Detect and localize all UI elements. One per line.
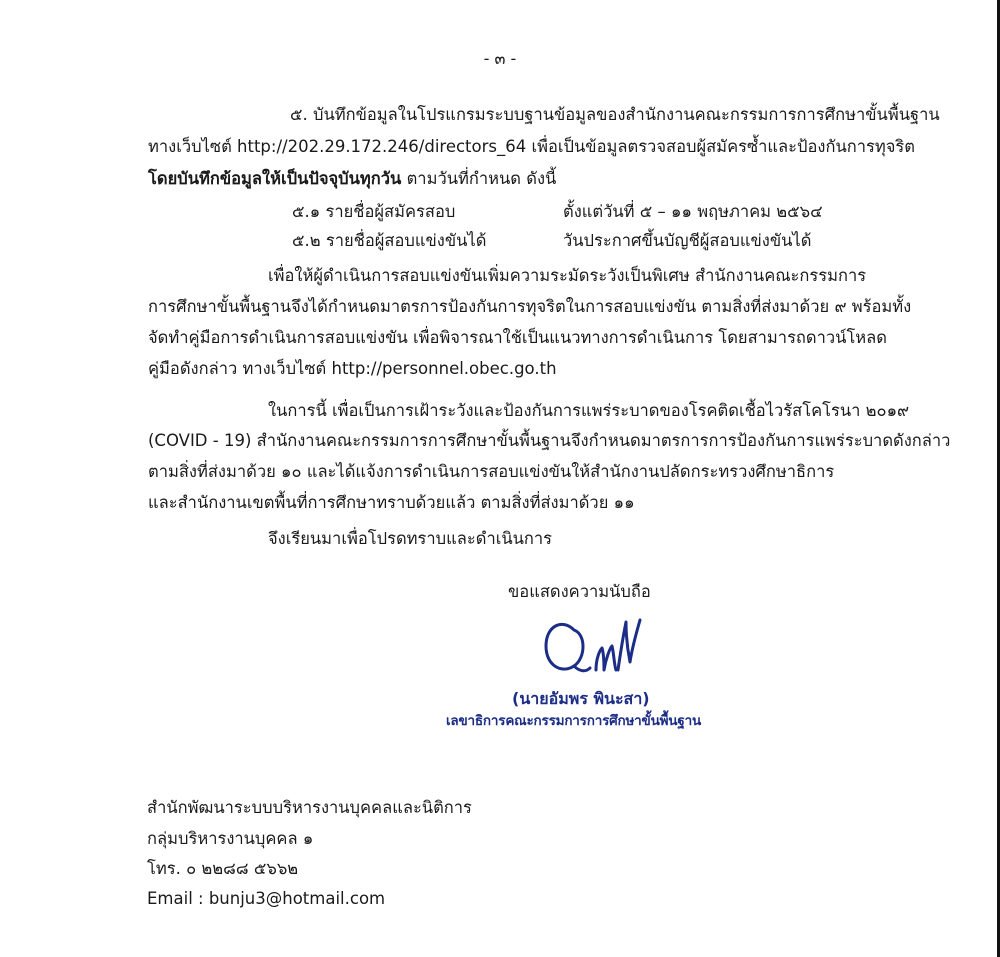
manual-line4: คู่มือดังกล่าว ทางเว็บไซต์ http://personnel.obec.go.th <box>148 359 557 378</box>
item5-sub1-date: ตั้งแต่วันที่ ๕ – ๑๑ พฤษภาคม ๒๕๖๔ <box>563 202 823 221</box>
item5-line2: ทางเว็บไซต์ http://202.29.172.246/directors_64 เพื่อเป็นข้อมูลตรวจสอบผู้สมัครซ้ำและป้องกันการทุจริต <box>148 137 915 156</box>
item5-line3-rest: ตามวันที่กำหนด ดังนี้ <box>406 169 557 188</box>
covid-line4: และสำนักงานเขตพื้นที่การศึกษาทราบด้วยแล้ว ตามสิ่งที่ส่งมาด้วย ๑๑ <box>148 493 635 512</box>
item5-line1: ๕. บันทึกข้อมูลในโปรแกรมระบบฐานข้อมูลของสำนักงานคณะกรรมการการศึกษาขั้นพื้นฐาน <box>290 105 940 124</box>
footer-phone: โทร. ๐ ๒๒๘๘ ๕๖๖๒ <box>147 859 299 878</box>
item5-line3 <box>148 168 556 190</box>
item5-sub2-date: วันประกาศขึ้นบัญชีผู้สอบแข่งขันได้ <box>563 231 812 250</box>
item5-sub1-label: ๕.๑ รายชื่อผู้สมัครสอบ <box>292 202 456 221</box>
manual-line3: จัดทำคู่มือการดำเนินการสอบแข่งขัน เพื่อพิจารณาใช้เป็นแนวทางการดำเนินการ โดยสามารถดาวน์โหลด <box>148 328 888 347</box>
item5-line3-bold: โดยบันทึกข้อมูลให้เป็นปัจจุบันทุกวัน <box>148 169 402 188</box>
footer-group: กลุ่มบริหารงานบุคคล ๑ <box>147 829 314 848</box>
footer-office: สำนักพัฒนาระบบบริหารงานบุคคลและนิติการ <box>147 798 472 817</box>
signatory-title: เลขาธิการคณะกรรมการการศึกษาขั้นพื้นฐาน <box>446 713 701 729</box>
regards-text: ขอแสดงความนับถือ <box>508 582 651 601</box>
footer-email: Email : bunju3@hotmail.com <box>147 889 386 908</box>
manual-line1: เพื่อให้ผู้ดำเนินการสอบแข่งขันเพิ่มความระมัดระวังเป็นพิเศษ สำนักงานคณะกรรมการ <box>268 266 867 285</box>
page-number: - ๓ - <box>483 49 517 68</box>
covid-line1: ในการนี้ เพื่อเป็นการเฝ้าระวังและป้องกันการแพร่ระบาดของโรคติดเชื้อไวรัสโคโรนา ๒๐๑๙ <box>268 401 910 420</box>
signatory-name: (นายอัมพร พินะสา) <box>512 689 650 708</box>
manual-line2: การศึกษาขั้นพื้นฐานจึงได้กำหนดมาตรการป้องกันการทุจริตในการสอบแข่งขัน ตามสิ่งที่ส่งมาด้วย ๙ พร้อมทั้ง <box>148 297 912 316</box>
covid-line3: ตามสิ่งที่ส่งมาด้วย ๑๐ และได้แจ้งการดำเนินการสอบแข่งขันให้สำนักงานปลัดกระทรวงศึกษาธิการ <box>148 462 835 481</box>
handwritten-signature <box>540 612 660 684</box>
closing-text: จึงเรียนมาเพื่อโปรดทราบและดำเนินการ <box>268 529 553 548</box>
covid-line2: (COVID - 19) สำนักงานคณะกรรมการการศึกษาขั้นพื้นฐานจึงกำหนดมาตรการการป้องกันการแพร่ระบาดดังกล่าว <box>148 431 951 450</box>
item5-sub2-label: ๕.๒ รายชื่อผู้สอบแข่งขันได้ <box>292 231 487 250</box>
